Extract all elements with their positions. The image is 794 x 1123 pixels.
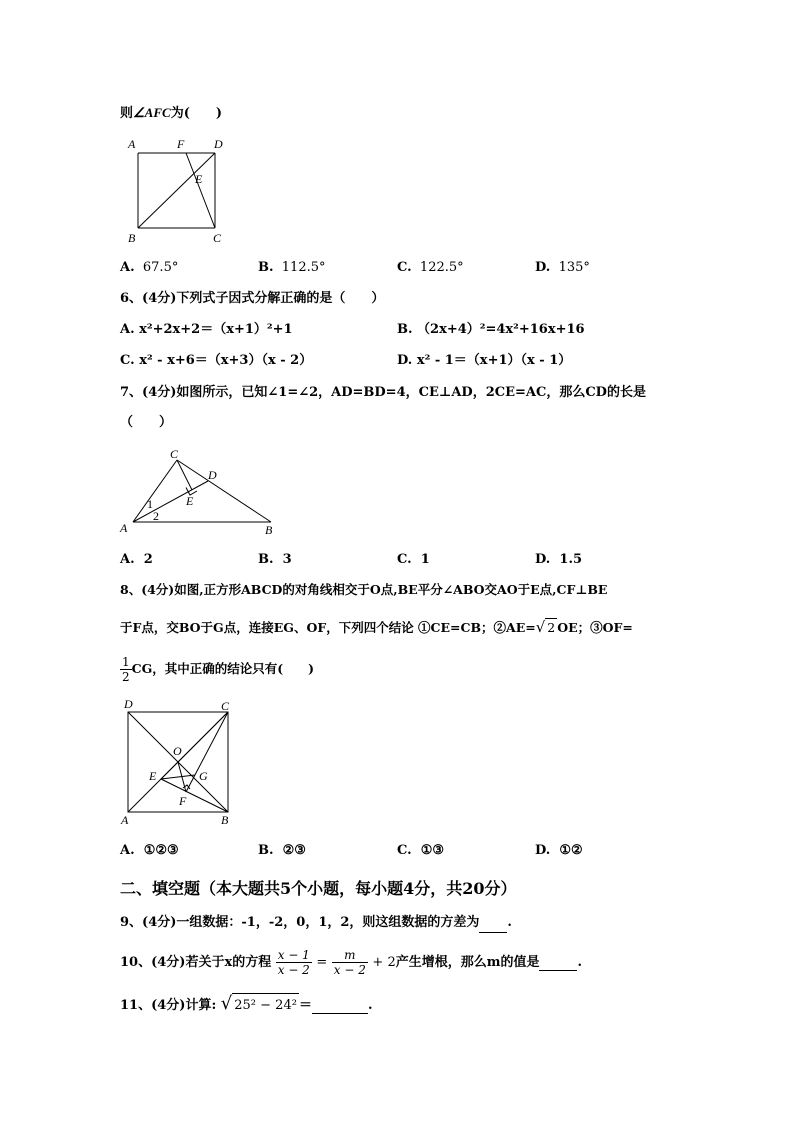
q10-fraction-right [332,948,368,977]
q8-segment-eg [161,775,195,779]
q8-line1: 8、(4分)如图,正方形ABCD的对角线相交于O点,BE平分∠ABO交AO于E点,CF⊥BE [120,582,608,597]
q11-prefix: 11、(4分)计算: [120,998,217,1013]
q6-option-d[interactable] [397,352,571,370]
q5-option-c[interactable] [397,259,464,277]
sqrt-sign: √ [220,993,233,1014]
sqrt-sign: √ [535,618,546,636]
option-text: 122.5° [419,260,464,275]
option-letter: D. [535,260,551,275]
q7-segment-ad [133,481,208,522]
q9-answer-blank[interactable] [479,914,507,933]
q8-option-d[interactable] [535,842,583,860]
q7-stem: 7、(4分)如图所示，已知∠1=∠2，AD=BD=4，CE⊥AD，2CE=AC，那么CD的长是 [120,385,646,400]
q8-segment-ce [161,712,228,779]
option-text: 1 [420,552,430,567]
q8-label-b: B [221,813,229,827]
option-letter: C. [397,260,412,275]
q7-label-1: 1 [147,497,153,511]
q7-figure [116,444,286,538]
option-text: ②③ [282,843,306,858]
q8-option-b[interactable] [258,842,306,860]
option-letter: A. [120,260,135,275]
q8-label-c: C [221,699,230,713]
option-text: 1.5 [559,552,583,567]
option-text: 67.5° [142,260,179,275]
q7-label-e: E [186,494,194,508]
q8-segment-be [161,779,228,812]
q5-option-b[interactable] [258,259,326,277]
q8-option-a[interactable] [120,842,179,860]
q9-end: . [507,915,512,930]
q5-label-c: C [213,231,222,245]
option-letter: B. [258,260,274,275]
q11-answer-blank[interactable] [312,999,368,1014]
q6-option-a[interactable] [120,321,293,339]
option-text: ①②③ [143,843,179,858]
option-text: 3 [282,552,292,567]
q5-label-d: D [214,137,223,151]
q5-angle: ∠AFC [133,105,171,120]
q9-stem-text: 9、(4分)一组数据：-1，-2，0，1，2，则这组数据的方差为 [120,915,480,930]
option-letter: D. [535,552,551,567]
q7-label-c: C [170,447,179,461]
option-text: ①③ [420,843,445,858]
option-letter: B. [397,322,413,337]
q8-option-c[interactable] [397,842,444,860]
option-text: 2 [143,552,153,567]
option-letter: A. [120,843,135,858]
q11-radicand: 25² − 24² [232,993,299,1018]
q8-figure [116,696,240,828]
q8-sqrt-arg: 2 [547,620,556,635]
q7-paren: （ ） [120,415,173,430]
q10-plus-two: + 2 [372,955,396,970]
q9-stem [120,914,512,933]
q8-label-d: D [124,697,133,711]
option-text: x² - x+6＝（x+3）（x - 2） [139,353,313,368]
option-letter: C. [397,843,412,858]
q7-label-2: 2 [153,509,159,523]
option-text: （2x+4）²=4x²+16x+16 [417,322,585,337]
q5-diagonal-bd [138,153,215,228]
q5-segment-fc [186,153,215,228]
q5-label-f: F [177,137,185,151]
option-letter: B. [258,552,274,567]
q5-label-b: B [128,231,136,245]
q7-option-a[interactable] [120,551,153,569]
option-text: 112.5° [281,260,326,275]
q10-suffix: 产生增根，那么m的值是 [395,955,540,970]
q8-label-g: G [199,769,208,783]
q8-line3 [120,652,314,686]
q10-answer-blank[interactable] [539,956,577,971]
option-letter: A. [120,322,135,337]
q8-fraction-half [120,655,132,684]
option-text: x²+2x+2＝（x+1）²+1 [139,322,293,337]
section-heading: 二、填空题（本大题共5个小题，每小题4分，共20分） [120,879,517,898]
q11-equals: ＝ [298,998,312,1013]
option-letter: C. [120,353,135,368]
q7-label-b: B [265,523,273,537]
q7-option-b[interactable] [258,551,292,569]
q8-line2-suffix: OE；③OF= [557,620,633,635]
q8-label-o: O [173,744,182,758]
q5-figure [122,134,232,246]
q5-option-a[interactable] [120,259,178,277]
q5-stem-suffix: 为( ) [170,106,222,121]
q8-line2 [120,618,633,637]
option-letter: B. [258,843,274,858]
fraction-numerator: 1 [122,655,130,669]
q8-label-e: E [149,769,157,783]
option-letter: D. [397,353,413,368]
q8-label-a: A [121,813,129,827]
option-text: ①② [559,843,583,858]
q5-stem-prefix: 则 [120,106,134,121]
q8-line3-suffix: CG，其中正确的结论只有( ) [131,661,315,676]
q8-label-f: F [179,794,187,808]
q6-stem: 6、(4分)下列式子因式分解正确的是（ ） [120,291,385,306]
q10-stem [120,946,582,980]
fraction-numerator: x − 1 [277,948,310,962]
fraction-denominator: x − 2 [333,963,366,977]
q7-side-cb [177,460,271,522]
q6-option-c[interactable] [120,352,312,370]
q6-option-b[interactable] [397,321,585,339]
option-letter: C. [397,552,412,567]
q5-label-e: E [195,172,203,186]
q7-label-d: D [208,468,217,482]
q10-end: . [577,955,583,970]
option-text: x² - 1＝（x+1）（x - 1） [416,353,572,368]
q11-stem [120,992,372,1018]
fraction-denominator: x − 2 [277,963,310,977]
q7-label-a: A [120,521,128,535]
q10-fraction-left [276,948,312,977]
option-letter: D. [535,843,551,858]
q10-prefix: 10、(4分)若关于x的方程 [120,955,272,970]
q7-option-c[interactable] [397,551,430,569]
q11-end: . [367,998,373,1013]
option-letter: A. [120,552,135,567]
q5-label-a: A [128,137,136,151]
fraction-denominator: 2 [122,670,130,684]
fraction-numerator: m [332,948,368,963]
q5-option-d[interactable] [535,259,590,277]
q5-stem [120,104,222,123]
q7-option-d[interactable] [535,551,582,569]
option-text: 135° [558,260,590,275]
q10-equals: = [316,955,328,970]
q8-line2-prefix: 于F点，交BO于G点，连接EG、OF，下列四个结论 ①CE=CB；②AE= [120,620,536,635]
